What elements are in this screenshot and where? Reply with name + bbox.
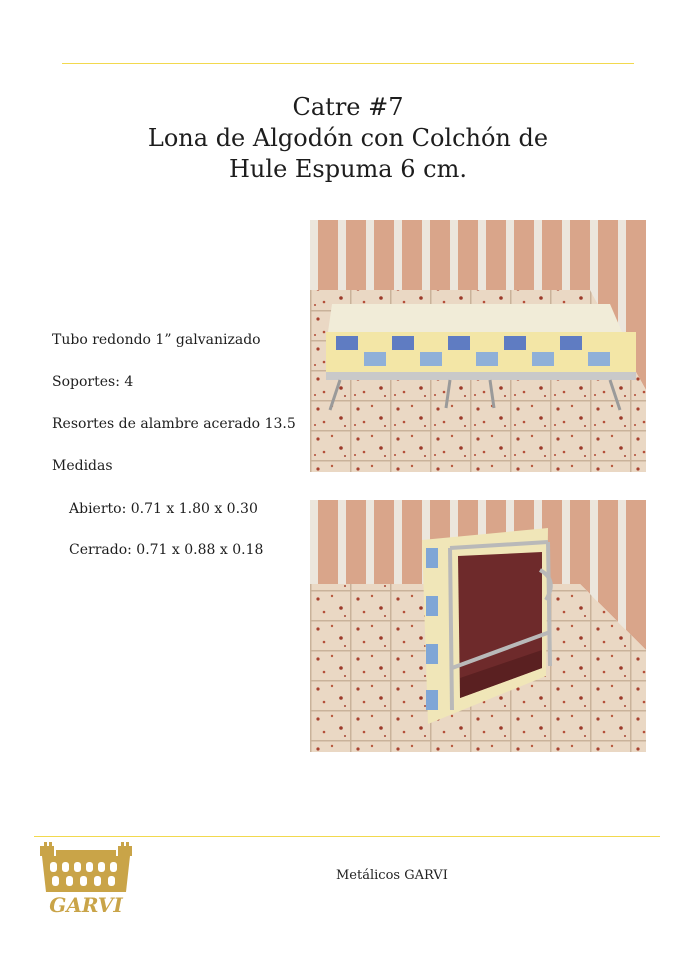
title-model: Catre #7 (292, 93, 404, 121)
logo-wordmark: GARVI (49, 893, 123, 917)
footer-company: Metálicos GARVI (336, 868, 448, 883)
spec-tube: Tubo redondo 1” galvanizado (52, 332, 261, 348)
spec-springs: Resortes de alambre acerado 13.5 (52, 416, 296, 432)
spec-closed-size: Cerrado: 0.71 x 0.88 x 0.18 (69, 542, 264, 558)
top-divider (62, 63, 634, 64)
spec-open-size: Abierto: 0.71 x 1.80 x 0.30 (69, 501, 258, 517)
photo-cot-closed (310, 500, 646, 752)
spec-measures-heading: Medidas (52, 458, 113, 474)
title-description-2: Hule Espuma 6 cm. (229, 155, 467, 183)
title-description-1: Lona de Algodón con Colchón de (147, 124, 549, 152)
photo-cot-open (310, 220, 646, 472)
spec-supports: Soportes: 4 (52, 374, 134, 390)
page-title (0, 92, 688, 185)
garvi-logo (36, 840, 136, 920)
bottom-divider (34, 836, 660, 837)
